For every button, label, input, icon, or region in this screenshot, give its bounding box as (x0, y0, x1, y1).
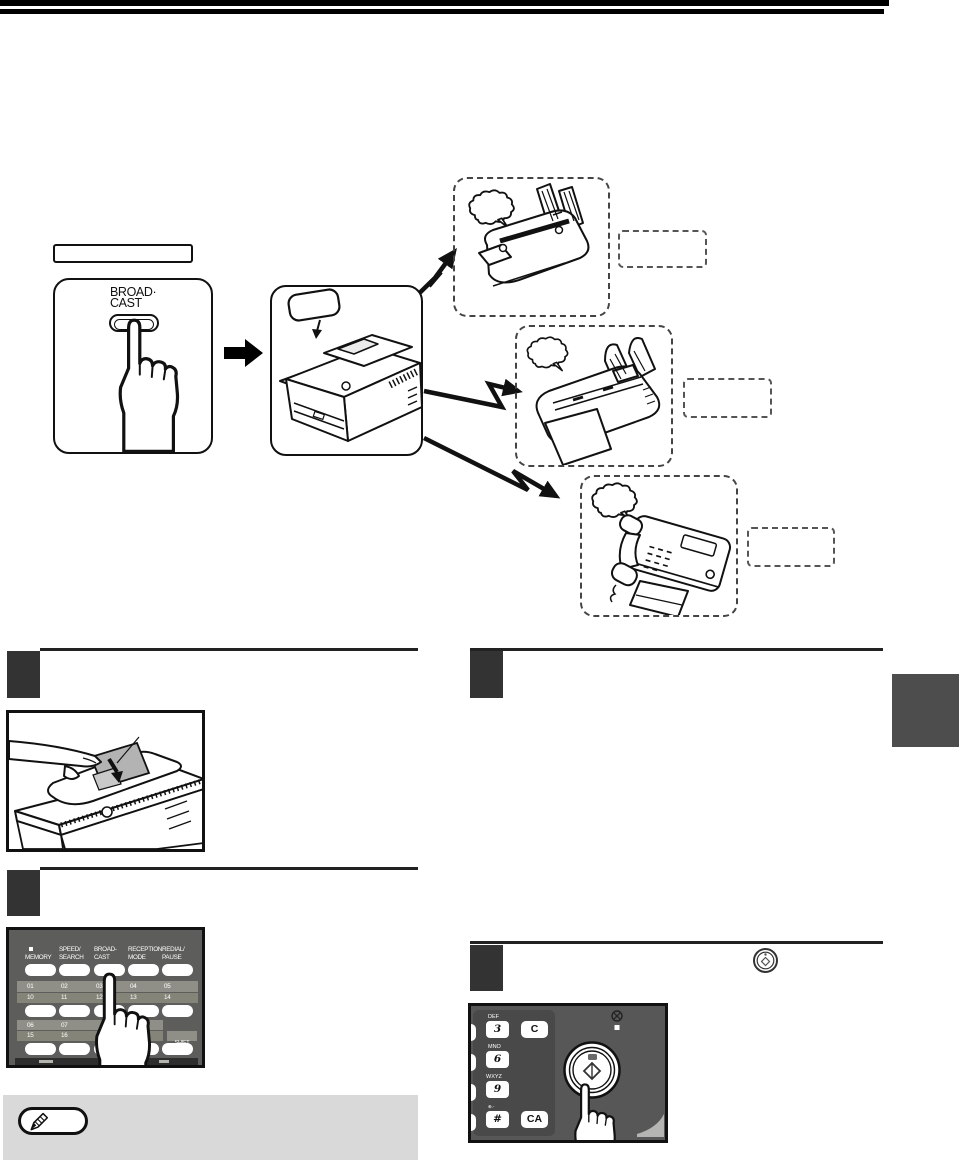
pencil-icon (26, 1111, 50, 1133)
load-document-illustration (9, 713, 202, 849)
speed-dial-01: 01 (27, 983, 34, 990)
rapid-key-row3-5 (162, 1043, 193, 1055)
speed-dial-07: 07 (61, 1022, 68, 1029)
step2-control-panel-image (6, 927, 205, 1068)
copier-illustration (272, 287, 423, 456)
fn-label-broadcast: BROAD- CAST (94, 946, 117, 961)
destination-label-1 (618, 230, 707, 268)
fn-label-reception-mode: RECEPTION MODE (128, 946, 163, 961)
speed-dial-12: 12 (96, 994, 103, 1001)
fn-label-memory: MEMORY (25, 953, 52, 961)
memory-key (25, 964, 56, 976)
header-rule-thin (0, 9, 884, 14)
rapid-key-row3-2 (59, 1043, 90, 1055)
rapid-key-row2-2 (59, 1005, 90, 1017)
key-6: 6 (486, 1051, 509, 1068)
key-3: 3 (486, 1021, 509, 1038)
remote-fax-3-illustration (582, 477, 736, 615)
speed-dial-04: 04 (130, 983, 137, 990)
clear-all-key: CA (521, 1111, 548, 1128)
panel-strip-mark (39, 1060, 53, 1063)
step1-number-square (7, 651, 40, 698)
speed-dial-13: 13 (130, 994, 137, 1001)
remote-fax-2-box (515, 325, 673, 467)
broadcast-key-label (110, 287, 156, 309)
speech-bubble-icon (469, 190, 514, 227)
fn-label-speed-search: SPEED/ SEARCH (59, 946, 84, 961)
broadcast-key-panel (53, 278, 213, 454)
speed-dial-03: 03 (96, 983, 103, 990)
chapter-side-tab (892, 674, 959, 747)
step4-number-square (470, 945, 503, 991)
transmission-arrow-2 (424, 384, 518, 407)
speed-dial-15: 15 (27, 1032, 34, 1039)
shift-led-icon (202, 1032, 205, 1037)
sending-machine-box (270, 285, 423, 456)
header-rule-thick (0, 0, 889, 6)
key-9-letters: WXYZ (486, 1074, 502, 1080)
rapid-key-row2-1 (25, 1005, 56, 1017)
speed-dial-14: 14 (164, 994, 171, 1001)
rapid-key-row3-1 (25, 1043, 56, 1055)
step1-rule (40, 648, 418, 651)
redial-pause-key (162, 964, 193, 976)
step4-rule (470, 941, 883, 944)
comm-status-icon (612, 1011, 622, 1030)
step3-rule (470, 648, 883, 651)
broadcast-key-label-line2: CAST (110, 296, 142, 310)
key-6-letters: MNO (488, 1044, 501, 1050)
step4-keypad-image (468, 1003, 668, 1143)
diagram-caption-box (53, 244, 193, 263)
pressing-hand-icon (88, 971, 162, 1068)
fn-label-redial-pause: REDIAL/ PAUSE (162, 946, 185, 961)
shift-strip (167, 1031, 197, 1041)
speed-dial-16: 16 (61, 1032, 68, 1039)
pressing-hand-icon (111, 317, 191, 453)
speed-dial-02: 02 (61, 983, 68, 990)
speed-dial-10: 10 (27, 994, 34, 1001)
step3-number-square (470, 651, 503, 698)
step-arrow-icon (224, 339, 263, 367)
start-button-illustration (471, 1006, 665, 1140)
key-3-letters: DEF (488, 1014, 499, 1020)
destination-label-2 (683, 378, 772, 418)
speed-dial-06: 06 (27, 1022, 34, 1029)
callout-bubble-icon (287, 288, 340, 322)
remote-fax-2-illustration (517, 327, 671, 465)
speed-dial-05: 05 (164, 983, 171, 990)
pressing-finger-icon (569, 1082, 624, 1143)
start-key-icon (752, 947, 779, 974)
destination-label-3 (747, 527, 835, 567)
broadcast-key-label-line1: BROAD· (110, 285, 157, 299)
speed-search-key (59, 964, 90, 976)
note-box (3, 1095, 418, 1160)
note-badge (18, 1107, 88, 1135)
panel-corner-highlight (637, 1114, 664, 1137)
key-hash-letters: ⊕.- (488, 1104, 495, 1109)
step2-rule (40, 867, 418, 870)
remote-fax-1-box (453, 177, 610, 317)
step2-number-square (7, 870, 40, 916)
step1-image (6, 710, 205, 852)
remote-fax-3-box (580, 475, 738, 617)
speed-dial-11: 11 (61, 994, 68, 1001)
rapid-key-row2-5 (162, 1005, 193, 1017)
clear-key: C (521, 1021, 548, 1038)
speech-bubble-icon (527, 337, 567, 370)
key-9: 9 (486, 1081, 509, 1098)
remote-fax-1-illustration (455, 179, 608, 315)
key-hash: # (486, 1111, 509, 1128)
